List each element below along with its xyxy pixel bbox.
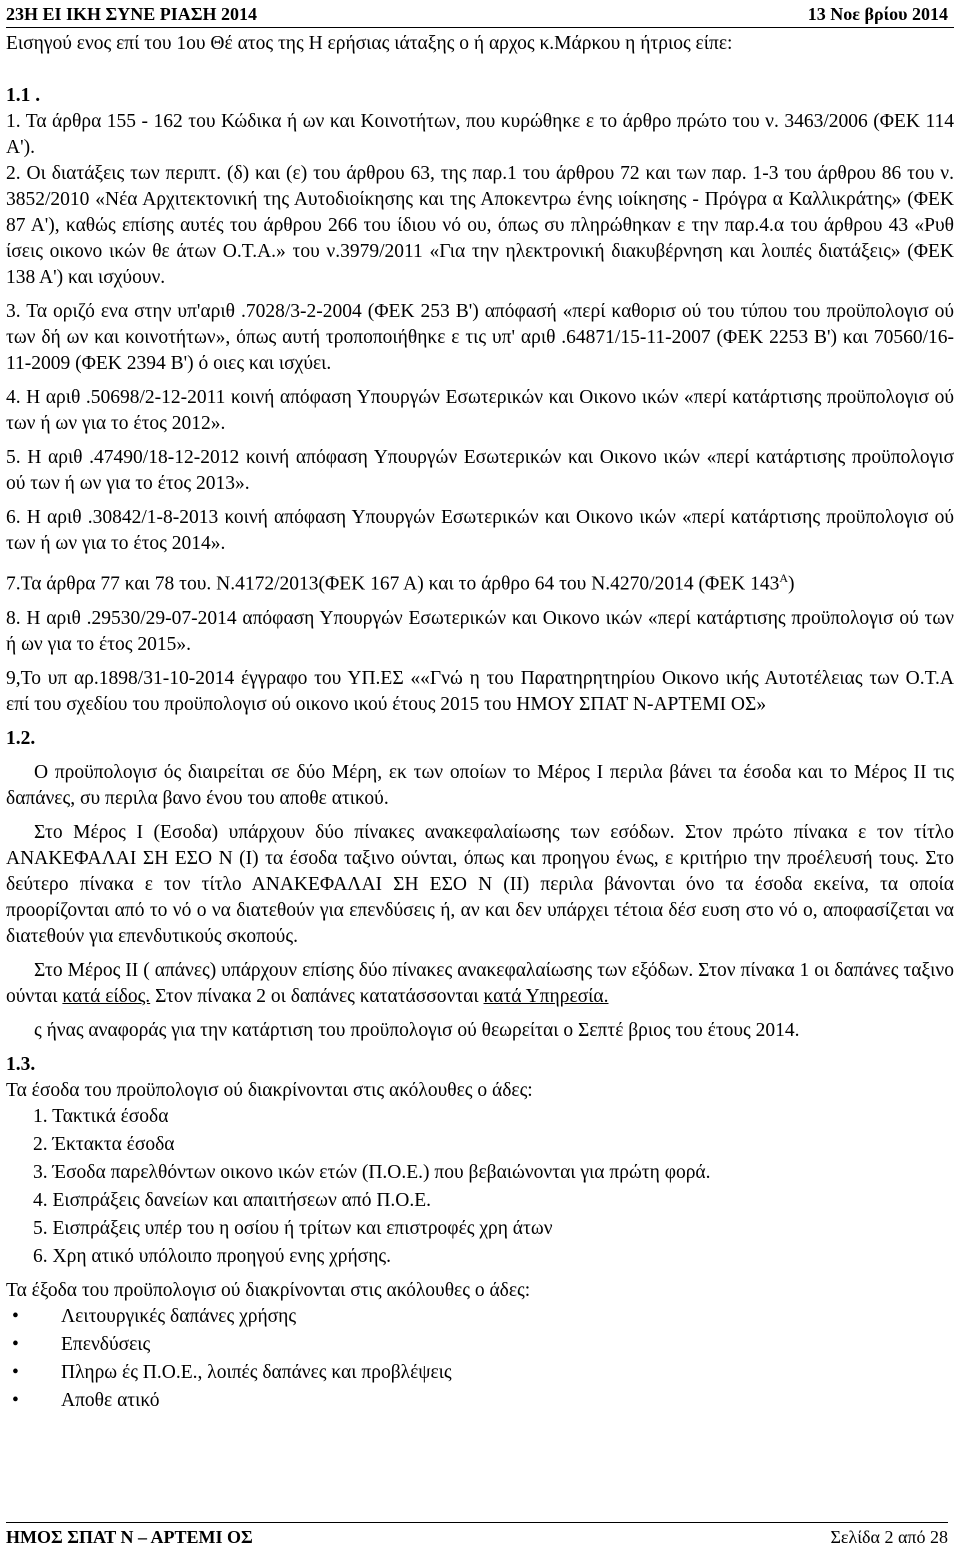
list-item: 6. Χρη ατικό υπόλοιπο προηγού ενης χρήσης. bbox=[33, 1245, 391, 1267]
legal-basis-item-1: 1. Τα άρθρα 155 - 162 του Κώδικα ή ων και Κοινοτήτων, που κυρώθηκε ε το άρθρο πρώτο του ν. 3463/2006 (ΦΕΚ 114 Α'). bbox=[6, 111, 954, 158]
bullet-icon: • bbox=[12, 1333, 19, 1355]
footer-page-number: Σελίδα 2 από 28 bbox=[830, 1527, 948, 1547]
footer-municipality: ΗΜΟΣ ΣΠΑΤ Ν – ΑΡΤΕΜΙ ΟΣ bbox=[6, 1527, 253, 1547]
bullet-icon: • bbox=[12, 1305, 19, 1327]
page-header bbox=[6, 0, 954, 28]
underlined-by-type: κατά είδος. bbox=[62, 985, 151, 1007]
revenue-groups-list bbox=[6, 1104, 954, 1270]
list-item-label: Επενδύσεις bbox=[61, 1333, 151, 1355]
section-heading-1-1: 1.1 . bbox=[6, 85, 41, 106]
list-item: 3. Έσοδα παρελθόντων οικονο ικών ετών (Π.Ο.Ε.) που βεβαιώνονται για πρώτη φορά. bbox=[33, 1161, 711, 1183]
expense-tables-text-b: Στον πίνακα 2 οι δαπάνες κατατάσσονται bbox=[150, 985, 484, 1007]
reference-month-paragraph: ς ήνας αναφοράς για την κατάρτιση του προϋπολογισ ού θεωρείται ο Σεπτέ βριος του έτους 2014. bbox=[34, 1019, 800, 1041]
list-item bbox=[12, 1332, 954, 1358]
header-session-title: 23Η ΕΙ ΙΚΗ ΣΥΝΕ ΡΙΑΣΗ 2014 bbox=[6, 4, 258, 24]
underlined-by-service: κατά Υπηρεσία. bbox=[483, 985, 609, 1007]
revenue-tables-paragraph: Στο Μέρος Ι (Εσοδα) υπάρχουν δύο πίνακες ανακεφαλαίωσης των εσόδων. Στον πρώτο πίνακα ε τον τίτλο ΑΝΑΚΕΦΑΛΑΙ ΣΗ ΕΣΟ Ν (Ι) τα έσοδα ταξινο ούνται, όπως και προηγου ένως, ε κριτήριο την προέλευσή τους. Στο δεύτερο πίνακα ε τον τίτλο ΑΝΑΚΕΦΑΛΑΙ ΣΗ ΕΣΟ Ν (ΙΙ) περιλα βάνονται όνο τα έσοδα εκείνα, τα οποία προορίζονται από το νό ο να διατεθούν για επενδύσεις ή, αν και δεν υπάρχει τέτοια δέσ ευση στο νό ο, αποφασίζεται να διατεθούν για επενδυτικούς σκοπούς. bbox=[6, 821, 954, 947]
legal-basis-item-6: 6. Η αριθ .30842/1-8-2013 κοινή απόφαση Υπουργών Εσωτερικών και Οικονο ικών «περί κατάρτισης προϋπολογισ ού των ή ων για το έτος 2014». bbox=[6, 507, 954, 554]
document-page bbox=[6, 0, 954, 1416]
expense-tables-text-a: Στο Μέρος ΙΙ ( απάνες) υπάρχουν επίσης δύο πίνακες ανακεφαλαίωσης των εξόδων. Στον πίνακα 1 οι δαπάνες ταξινο ούνται bbox=[6, 959, 954, 1007]
page-footer bbox=[6, 1522, 948, 1548]
legal-basis-item-3: 3. Τα οριζό ενα στην υπ'αριθ .7028/3-2-2004 (ΦΕΚ 253 Β') απόφασή «περί καθορισ ού του τύπου του προϋπολογισ ού των δή ων και κοινοτήτων», όπως αυτή τροποποιήθηκε ε τις υπ' αριθ .64871/15-11-2007 (ΦΕΚ 2253 Β') και 70560/16-11-2009 (ΦΕΚ 2394 Β') ό οιες και ισχύει. bbox=[6, 301, 954, 374]
expense-groups-intro: Τα έξοδα του προϋπολογισ ού διακρίνονται στις ακόλουθες ο άδες: bbox=[6, 1279, 531, 1301]
list-item-label: Λειτουργικές δαπάνες χρήσης bbox=[61, 1305, 297, 1327]
legal-basis-item-7 bbox=[6, 565, 954, 598]
list-item bbox=[12, 1304, 954, 1330]
legal-basis-item-4: 4. Η αριθ .50698/2-12-2011 κοινή απόφαση Υπουργών Εσωτερικών και Οικονο ικών «περί κατάρτισης προϋπολογισ ού των ή ων για το έτος 2012». bbox=[6, 387, 954, 434]
legal-basis-item-7-text: 7.Τα άρθρα 77 και 78 του. Ν.4172/2013(ΦΕΚ 167 Α) και το άρθρο 64 του Ν.4270/2014 (ΦΕΚ 143 bbox=[6, 573, 780, 595]
legal-basis-item-9: 9,Το υπ αρ.1898/31-10-2014 έγγραφο του ΥΠ.ΕΣ ««Γνώ η του Παρατηρητηρίου Οικονο ικής Αυτοτέλειας των Ο.Τ.Α επί του σχεδίου του προϋπολογισ ού οικονο ικού έτους 2015 του ΗΜΟΥ ΣΠΑΤ Ν-ΑΡΤΕΜΙ ΟΣ» bbox=[6, 667, 954, 715]
expense-groups-list bbox=[6, 1304, 954, 1414]
bullet-icon: • bbox=[12, 1389, 19, 1411]
header-date: 13 Νοε βρίου 2014 bbox=[807, 4, 948, 24]
budget-parts-paragraph: Ο προϋπολογισ ός διαιρείται σε δύο Μέρη, εκ των οποίων το Μέρος Ι περιλα βάνει τα έσοδα και το Μέρος ΙΙ τις δαπάνες, συ περιλα βανο ένου του αποθε ατικού. bbox=[6, 761, 954, 809]
legal-basis-item-8: 8. Η αριθ .29530/29-07-2014 απόφαση Υπουργών Εσωτερικών και Οικονο ικών «περί κατάρτισης προϋπολογισ ού των ή ων για το έτος 2015». bbox=[6, 607, 954, 655]
section-heading-1-3: 1.3. bbox=[6, 1053, 36, 1075]
legal-basis-item-7-tail: ) bbox=[788, 573, 795, 595]
expense-tables-paragraph bbox=[6, 958, 954, 1010]
list-item: 2. Έκτακτα έσοδα bbox=[33, 1133, 175, 1155]
section-heading-1-2: 1.2. bbox=[6, 727, 36, 749]
list-item bbox=[12, 1360, 954, 1386]
list-item-label: Πληρω ές Π.Ο.Ε., λοιπές δαπάνες και προβλέψεις bbox=[61, 1361, 452, 1383]
list-item: 5. Εισπράξεις υπέρ του η οσίου ή τρίτων και επιστροφές χρη άτων bbox=[33, 1217, 553, 1239]
revenue-groups-intro: Τα έσοδα του προϋπολογισ ού διακρίνονται στις ακόλουθες ο άδες: bbox=[6, 1079, 533, 1101]
list-item bbox=[12, 1388, 954, 1414]
legal-basis-item-5: 5. Η αριθ .47490/18-12-2012 κοινή απόφαση Υπουργών Εσωτερικών και Οικονο ικών «περί κατάρτισης προϋπολογισ ού των ή ων για το έτος 2013». bbox=[6, 447, 954, 494]
bullet-icon: • bbox=[12, 1361, 19, 1383]
legal-basis-item-7-sup: Α bbox=[779, 571, 788, 585]
list-item: 4. Εισπράξεις δανείων και απαιτήσεων από Π.Ο.Ε. bbox=[33, 1189, 432, 1211]
list-item: 1. Τακτικά έσοδα bbox=[33, 1105, 169, 1127]
list-item-label: Αποθε ατικό bbox=[61, 1389, 160, 1411]
intro-line: Εισηγού ενος επί του 1ου Θέ ατος της Η ερήσιας ιάταξης ο ή αρχος κ.Μάρκου η ήτριος είπε: bbox=[6, 33, 733, 54]
legal-basis-item-2: 2. Οι διατάξεις των περιπτ. (δ) και (ε) του άρθρου 63, της παρ.1 του άρθρου 72 και των παρ. 1-3 του άρθρου 86 του ν. 3852/2010 «Νέα Αρχιτεκτονική της Αυτοδιοίκησης και της Αποκεντρω ένης ιοίκησης - Πρόγρα α Καλλικράτης» (ΦΕΚ 87 Α'), καθώς επίσης αυτές του άρθρου 266 του ίδιου νό ου, όπως συ πληρώθηκαν ε την παρ.4.α του άρθρου 43 «Ρυθ ίσεις οικονο ικών θε άτων Ο.Τ.Α.» του ν.3979/2011 «Για την ηλεκτρονική διακυβέρνηση και λοιπές διατάξεις» (ΦΕΚ 138 Α') και ισχύουν. bbox=[6, 163, 954, 288]
